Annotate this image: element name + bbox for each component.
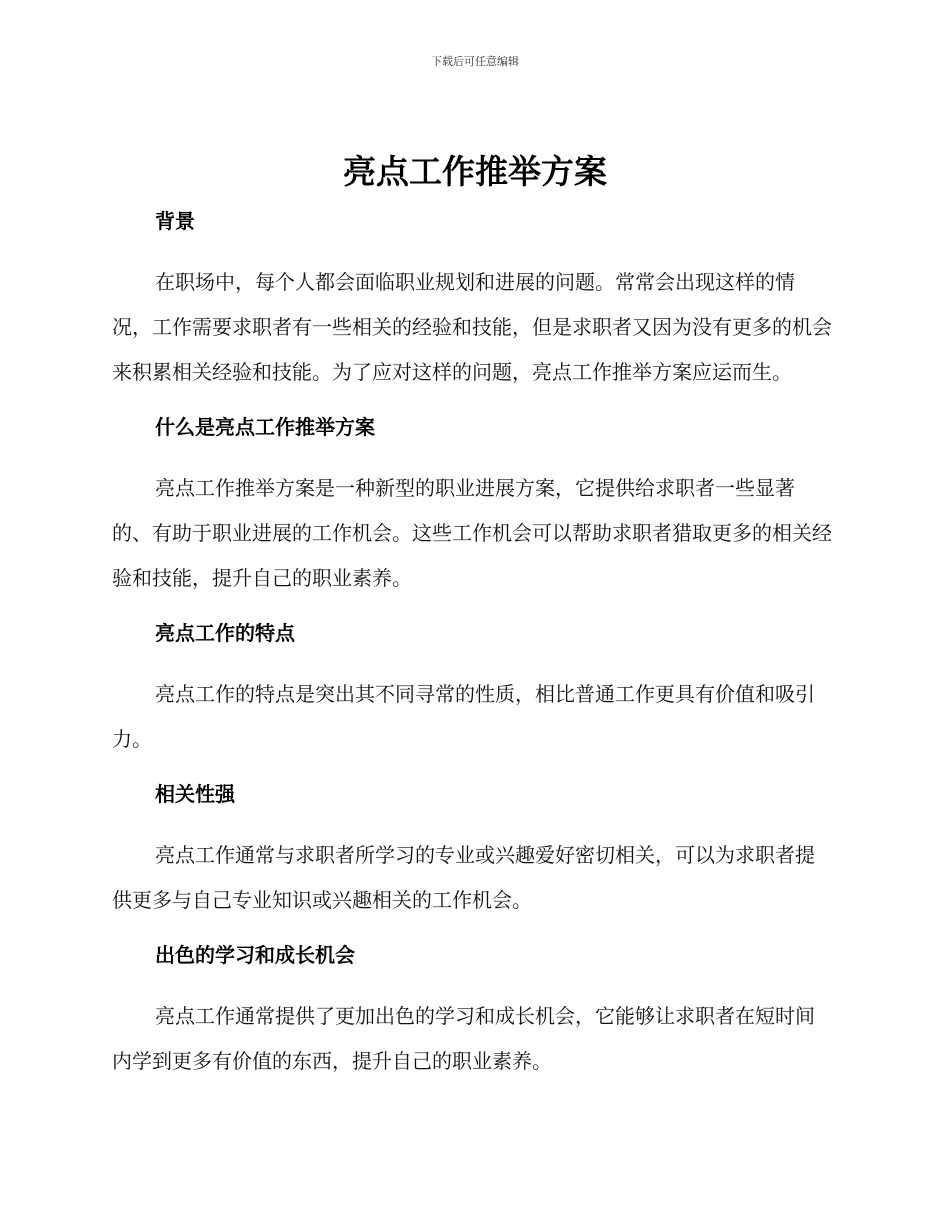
header-note: 下载后可任意编辑: [431, 55, 519, 68]
section-what-is: [112, 409, 832, 601]
document-title: 亮点工作推举方案: [343, 152, 607, 191]
section-heading: 相关性强: [155, 782, 235, 806]
section-paragraph: 亮点工作通常与求职者所学习的专业或兴趣爱好密切相关，可以为求职者提供更多与自己专业知识或兴趣相关的工作机会。: [112, 843, 815, 912]
section-growth: [112, 937, 832, 1084]
section-heading: 亮点工作的特点: [155, 621, 295, 645]
section-heading: 背景: [155, 209, 195, 233]
section-heading: 出色的学习和成长机会: [155, 943, 355, 967]
section-paragraph: 亮点工作的特点是突出其不同寻常的性质，相比普通工作更具有价值和吸引力。: [112, 682, 815, 751]
section-paragraph: 亮点工作推举方案是一种新型的职业进展方案，它提供给求职者一些显著的、有助于职业进展的工作机会。这些工作机会可以帮助求职者猎取更多的相关经验和技能，提升自己的职业素养。: [112, 476, 832, 590]
section-heading: 什么是亮点工作推举方案: [155, 415, 375, 439]
section-paragraph: 在职场中，每个人都会面临职业规划和进展的问题。常常会出现这样的情况，工作需要求职者有一些相关的经验和技能，但是求职者又因为没有更多的机会来积累相关经验和技能。为了应对这样的问题，亮点工作推举方案应运而生。: [112, 270, 832, 384]
section-features: [112, 615, 832, 762]
section-background: [112, 203, 832, 395]
section-paragraph: 亮点工作通常提供了更加出色的学习和成长机会，它能够让求职者在短时间内学到更多有价值的东西，提升自己的职业素养。: [112, 1004, 815, 1073]
section-relevance: [112, 776, 832, 923]
document-body: [112, 203, 832, 1098]
